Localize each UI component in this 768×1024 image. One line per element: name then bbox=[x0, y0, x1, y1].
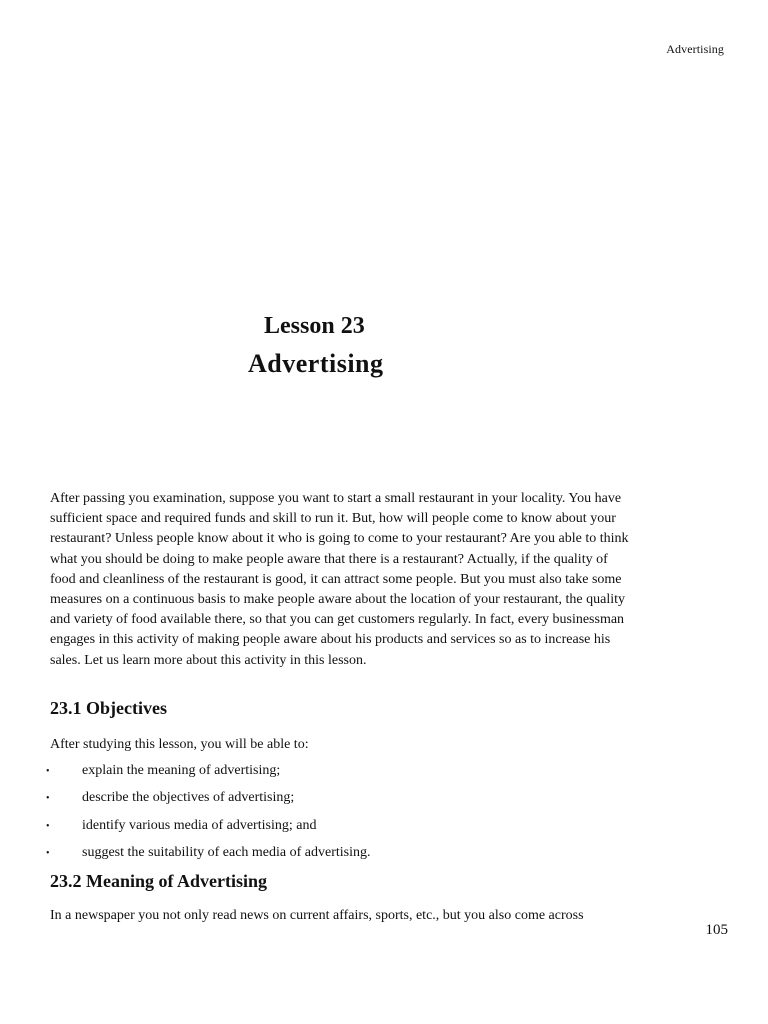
objective-text: identify various media of advertising; and bbox=[82, 817, 317, 833]
objectives-heading: 23.1 Objectives bbox=[50, 698, 167, 718]
objective-text: suggest the suitability of each media of advertising. bbox=[82, 844, 371, 860]
list-item bbox=[0, 762, 620, 789]
lesson-title: Advertising bbox=[248, 349, 384, 378]
meaning-paragraph: In a newspaper you not only read news on current affairs, sports, etc., but you also come across bbox=[50, 908, 584, 923]
list-item bbox=[0, 817, 620, 844]
intro-paragraph: After passing you examination, suppose you want to start a small restaurant in your locality. You have sufficient space and required funds and skill to run it. But, how will people come to know about your restaurant? Unless people know about it who is going to come to your restaurant? Are you able to think what you should be doing to make people aware that there is a restaurant? Actually, if the quality of food and cleanliness of the restaurant is good, it can attract some people. But you must also take some measures on a continuous basis to make people aware about the location of your restaurant, the quality and variety of food available there, so that you can get customers regularly. In fact, every businessman engages in this activity of making people aware about his products and services so as to increase his sales. Let us learn more about this activity in this lesson. bbox=[50, 491, 629, 668]
lesson-number: Lesson 23 bbox=[264, 313, 365, 339]
page-number: 105 bbox=[705, 922, 728, 938]
bullet-icon: • bbox=[46, 820, 50, 832]
objective-text: explain the meaning of advertising; bbox=[82, 763, 281, 778]
bullet-icon: • bbox=[46, 847, 50, 859]
bullet-icon: • bbox=[46, 793, 50, 805]
objectives-list bbox=[0, 762, 620, 871]
bullet-icon: • bbox=[46, 766, 50, 777]
objective-text: describe the objectives of advertising; bbox=[82, 790, 295, 806]
meaning-heading: 23.2 Meaning of Advertising bbox=[50, 871, 268, 891]
list-item bbox=[0, 789, 620, 816]
running-header: Advertising bbox=[666, 42, 724, 56]
list-item bbox=[0, 844, 620, 871]
objectives-intro: After studying this lesson, you will be able to: bbox=[50, 737, 309, 752]
